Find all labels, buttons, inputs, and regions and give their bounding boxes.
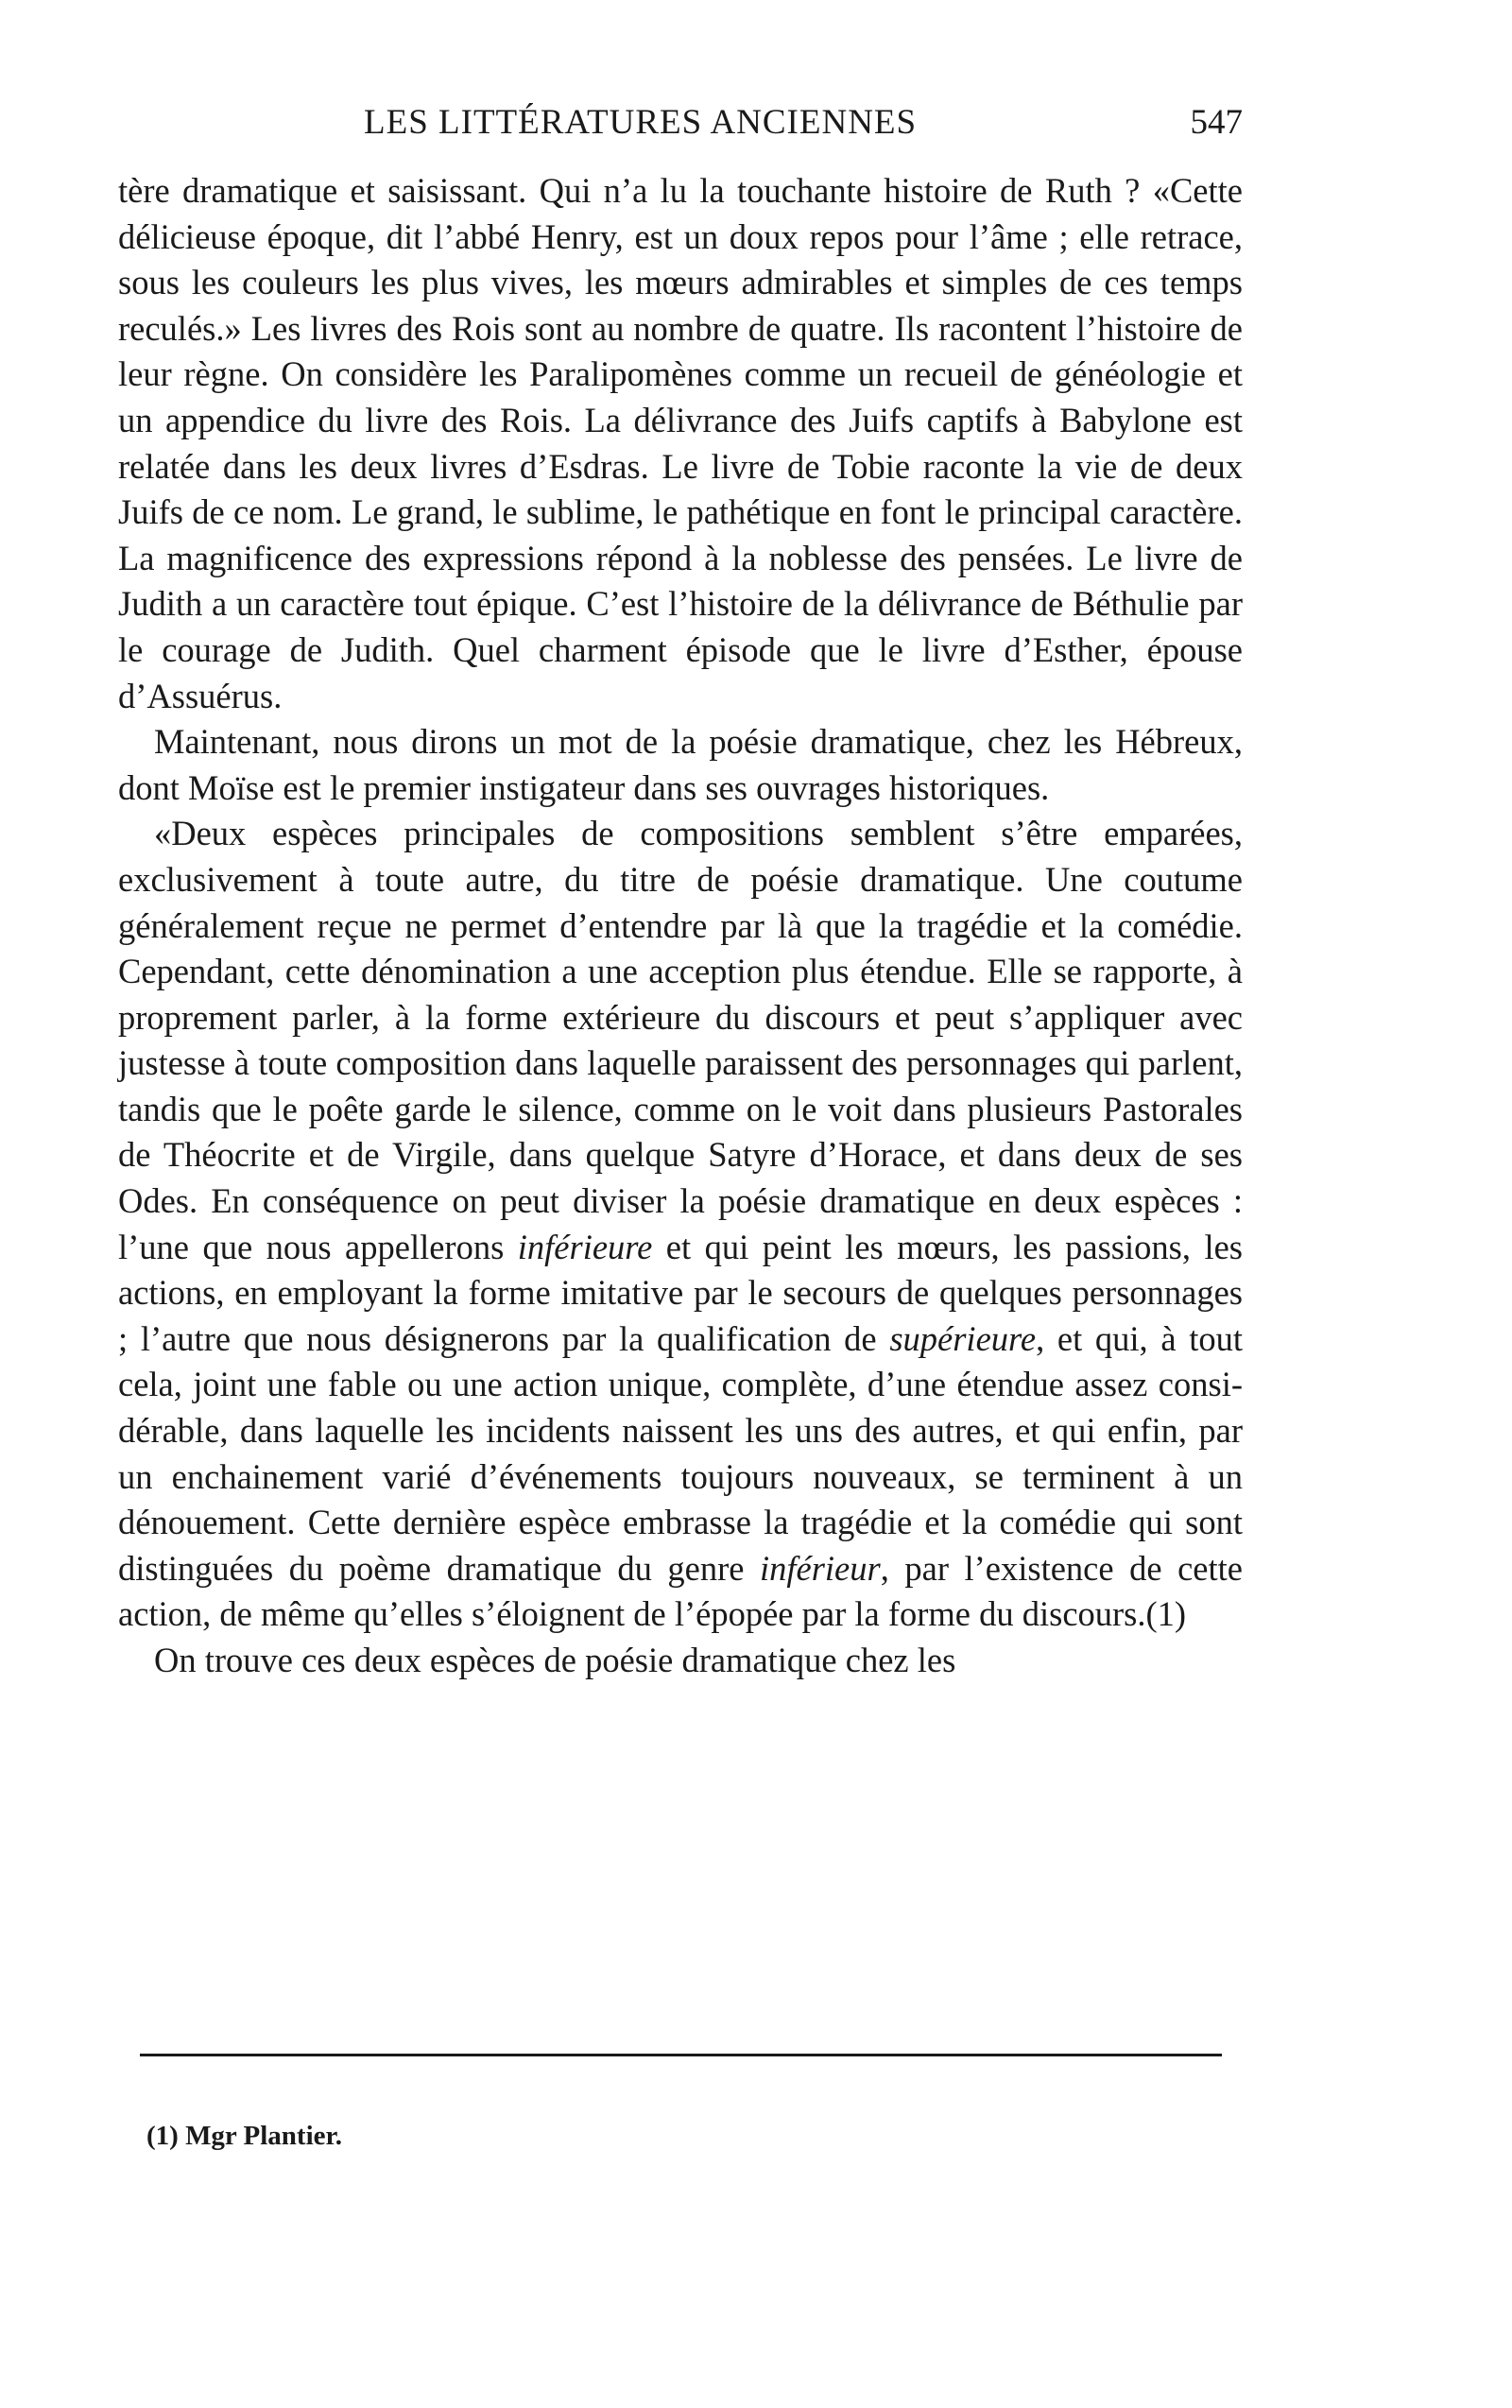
quote-text-part-4: , par l’existence de cette action, de même qu’elles s’éloignent de l’épopée par la forme du discours.(1) (118, 1548, 1243, 1634)
running-title: LES LITTÉRATURES ANCIENNES (364, 103, 918, 142)
quote-text-part-2: et qui peint les mœurs, les passions, les actions, en employant la forme imitative par le secours de quelques personnages ; l’autre que nous désignerons par la qualification de (118, 1227, 1243, 1358)
body-text (118, 168, 1243, 1684)
running-head (118, 98, 1243, 147)
emphasis-inferieur: inférieur (759, 1548, 881, 1588)
quote-text-part-3: , et qui, à tout cela, joint une fable ou une action unique, complète, d’une étendue assez considérable, dans laquelle les incidents naissent les uns des autres, et qui enfin, par un enchainement varié d’événements toujours nouveaux, se terminent à un dénouement. Cette dernière espèce embrasse la tragédie et la comédie qui sont distinguées du poème dramatique du genre (118, 1318, 1243, 1588)
paragraph-continuation: On trouve ces deux espèces de poésie dramatique chez les (154, 1641, 956, 1679)
emphasis-inferieure: inférieure (517, 1227, 653, 1266)
paragraph-ruth-kings-judith: tère dramatique et saisissant. Qui n’a lu la touchante histoire de Ruth ? «Cette délicieuse époque, dit l’abbé Henry, est un doux repos pour l’âme ; elle retrace, sous les couleurs les plus vives, les mœurs admirables et simples de ces temps reculés.» Les livres des Rois sont au nombre de quatre. Ils racontent l’histoire de leur règne. On considère les Paralipomènes comme un recueil de généologie et un appendice du livre des Rois. La délivrance des Juifs captifs à Babylone est relatée dans les deux livres d’Esdras. Le livre de Tobie raconte la vie de deux Juifs de ce nom. Le grand, le sublime, le pathétique en font le principal caractère. La magnificence des expressions répond à la noblesse des pensées. Le livre de Judith a un caractère tout épique. C’est l’histoire de la délivrance de Béthulie par le courage de Judith. Quel charment épisode que le livre d’Esther, épouse d’Assuérus. (118, 171, 1243, 715)
paragraph-two-species-quote (118, 811, 1243, 1638)
page-number: 547 (1190, 103, 1243, 142)
footnote-separator-rule (140, 2054, 1222, 2056)
emphasis-superieure: supérieure (889, 1318, 1037, 1358)
quote-text-part-1: «Deux espèces principales de compositions semblent s’être emparées, exclusivement à toute autre, du titre de poésie dramatique. Une coutume généralement reçue ne permet d’entendre par là que la tragédie et la comédie. Cependant, cette dénomination a une acception plus étendue. Elle se rapporte, à proprement parler, à la forme extérieure du discours et peut s’appliquer avec justesse à toute composition dans laquelle paraissent des personnages qui parlent, tandis que le poête garde le silence, comme on le voit dans plusieurs Pastorales de Théocrite et de Virgile, dans quelque Satyre d’Horace, et dans deux de ses Odes. En conséquence on peut diviser la poésie dramatique en deux espèces : l’une que nous appellerons (118, 814, 1243, 1266)
footnote: (1) Mgr Plantier. (146, 2121, 342, 2151)
paragraph-dramatic-poetry-intro: Maintenant, nous dirons un mot de la poésie dramatique, chez les Hébreux, dont Moïse est le premier instigateur dans ses ouvrages historiques. (118, 722, 1243, 807)
